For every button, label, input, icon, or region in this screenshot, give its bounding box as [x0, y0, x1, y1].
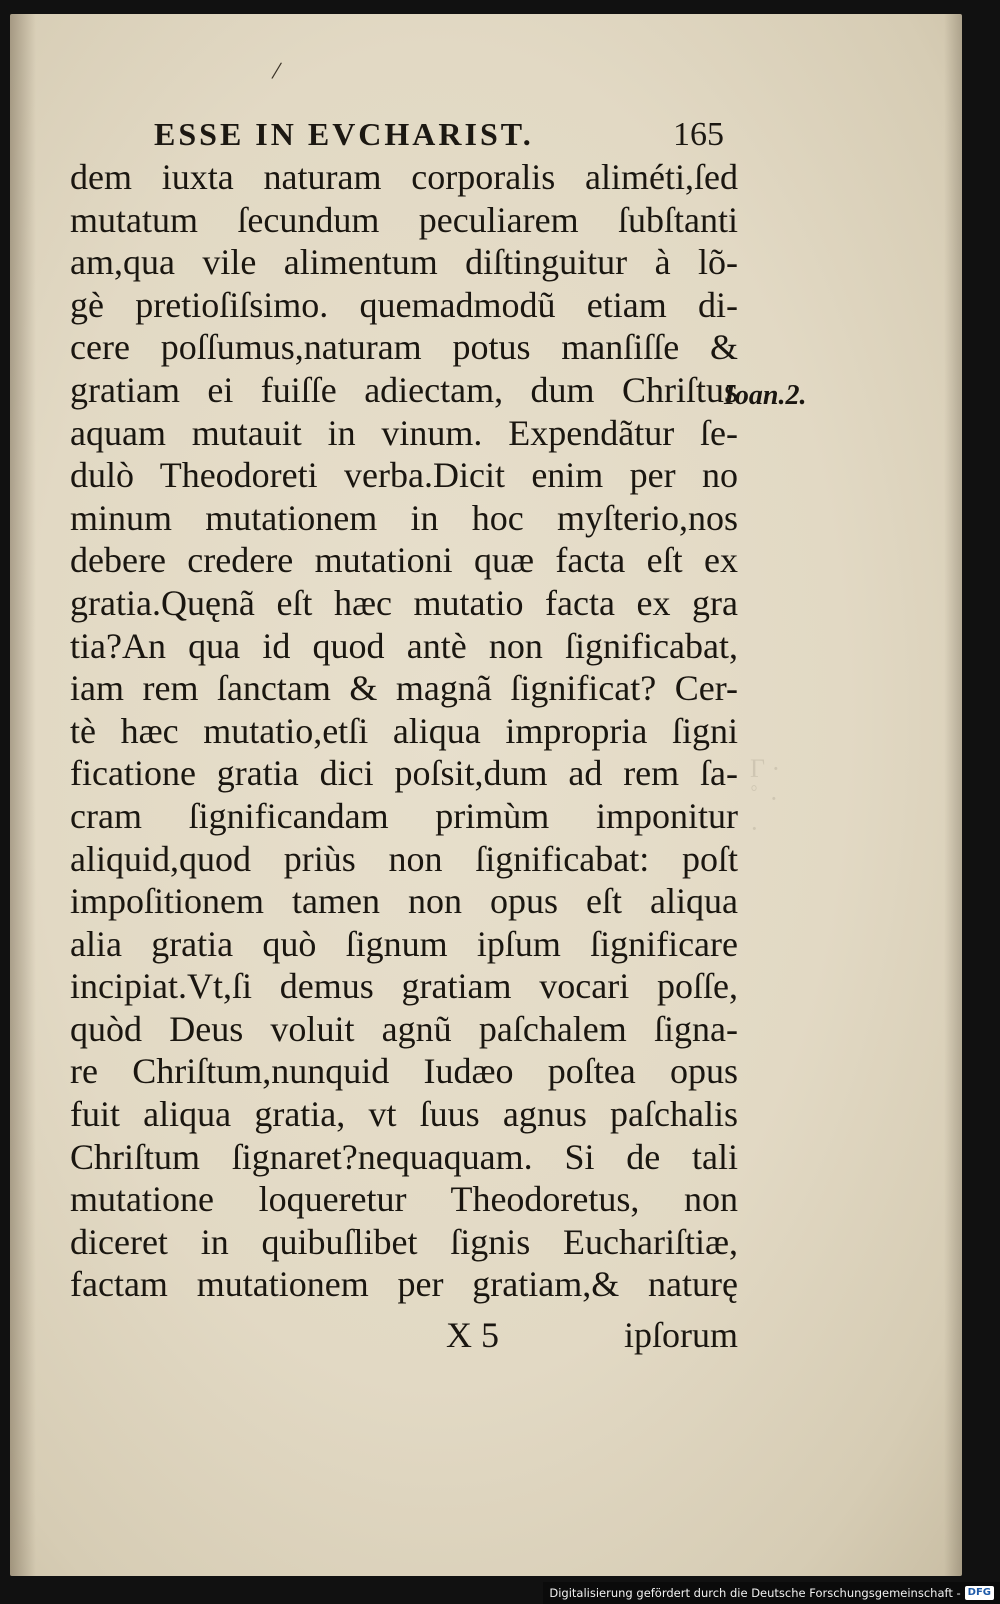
text-line: tia?An qua id quod antè non ſignificabat,	[70, 625, 738, 666]
catchword: ipſorum	[624, 1315, 738, 1355]
text-line: alia gratia quò ſignum ipſum ſignificare	[70, 923, 738, 964]
text-line: factam mutationem per gratiam,& naturę	[70, 1264, 738, 1305]
text-line: ficatione gratia dici poſsit,dum ad rem ſa-	[70, 753, 738, 794]
credit-text: Digitalisierung gefördert durch die Deutsche Forschungsgemeinschaft -	[549, 1586, 961, 1600]
text-line: gè pretioſiſsimo. quemadmodũ etiam di-	[70, 284, 738, 325]
digitization-credit	[543, 1582, 1000, 1604]
signature-mark: X 5	[446, 1315, 499, 1355]
text-line: impoſitionem tamen non opus eſt aliqua	[70, 881, 738, 922]
book-page	[10, 14, 962, 1576]
text-line: re Chriſtum,nunquid Iudæo poſtea opus	[70, 1051, 738, 1092]
text-line: Chriſtum ſignaret?nequaquam. Si de tali	[70, 1136, 738, 1177]
margin-note: Ioan.2.	[724, 380, 807, 411]
text-line: gratiam ei fuiſſe adiectam, dum Chriſtus	[70, 369, 738, 410]
text-line: diceret in quibuſlibet ſignis Euchariſtiæ,	[70, 1221, 738, 1262]
show-through-bleed: Γ · ﾟ · ·	[750, 754, 781, 843]
text-line: am,qua vile alimentum diſtinguitur à lõ-	[70, 242, 738, 283]
text-line: quòd Deus voluit agnũ paſchalem ſigna-	[70, 1008, 738, 1049]
text-line: fuit aliqua gratia, vt ſuus agnus paſchalis	[70, 1094, 738, 1135]
text-line: mutatum ſecundum peculiarem ſubſtanti	[70, 199, 738, 240]
text-line: dulò Theodoreti verba.Dicit enim per no	[70, 455, 738, 496]
body-text	[70, 156, 738, 1306]
text-line: cere poſſumus,naturam potus manſiſſe &	[70, 327, 738, 368]
text-line: tè hæc mutatio,etſi aliqua impropria ſigni	[70, 710, 738, 751]
text-line: aliquid,quod priùs non ſignificabat: poſt	[70, 838, 738, 879]
text-line: cram ſignificandam primùm imponitur	[70, 795, 738, 836]
text-line: aquam mutauit in vinum. Expendãtur ſe-	[70, 412, 738, 453]
text-line: dem iuxta naturam corporalis aliméti,ſed	[70, 157, 738, 197]
text-line: mutatione loqueretur Theodoretus, non	[70, 1179, 738, 1220]
text-line: debere credere mutationi quæ facta eſt ex	[70, 540, 738, 581]
page-header	[154, 116, 724, 160]
ink-mark: /	[270, 55, 284, 86]
dfg-logo: DFG	[965, 1586, 994, 1600]
page-number: 165	[673, 116, 724, 153]
running-head: ESSE IN EVCHARIST.	[154, 116, 534, 152]
text-line: gratia.Quęnã eſt hæc mutatio facta ex gra	[70, 582, 738, 623]
text-line: incipiat.Vt,ſi demus gratiam vocari poſſe,	[70, 966, 738, 1007]
page-footer	[70, 1314, 738, 1358]
text-line: minum mutationem in hoc myſterio,nos	[70, 497, 738, 538]
text-line: iam rem ſanctam & magnã ſignificat? Cer-	[70, 668, 738, 709]
